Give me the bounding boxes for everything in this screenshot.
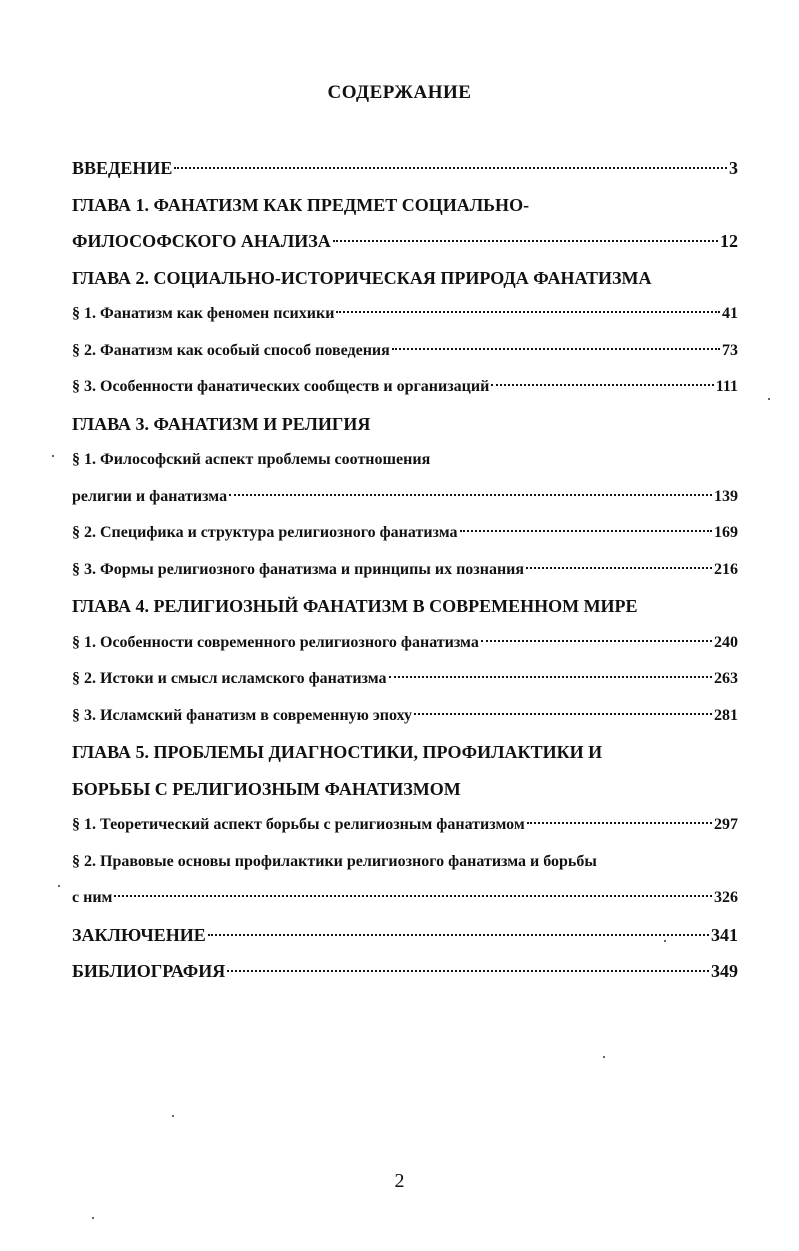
dot-leader: [229, 494, 712, 496]
toc-entry-label: § 3. Особенности фанатических сообществ и организаций: [72, 378, 490, 395]
toc-page-number: 169: [714, 524, 738, 541]
toc-entry-5-2-cont[interactable]: [72, 880, 738, 917]
dot-leader: [208, 934, 709, 936]
toc-page-number: 41: [722, 305, 738, 322]
scan-speck: [664, 940, 666, 942]
toc-entry-label: § 3. Исламский фанатизм в современную эпоху: [72, 706, 413, 724]
dot-leader: [491, 384, 713, 386]
dot-leader: [527, 822, 712, 824]
toc-entry-label: § 1. Теоретический аспект борьбы с религиозным фанатизмом: [72, 816, 525, 833]
toc-entry-label: ГЛАВА 1. ФАНАТИЗМ КАК ПРЕДМЕТ СОЦИАЛЬНО-: [72, 194, 530, 215]
toc-entry-chapter-1-cont[interactable]: [72, 223, 738, 260]
toc-entry-chapter-5-cont[interactable]: [72, 771, 738, 808]
toc-page-number: 263: [714, 670, 738, 687]
toc-entry-label: § 2. Специфика и структура религиозного фанатизма: [72, 524, 458, 541]
toc-entry-chapter-1[interactable]: [72, 187, 738, 224]
dot-leader: [227, 970, 709, 972]
toc-entry-4-3[interactable]: [72, 698, 738, 735]
toc-page-number: 3: [729, 158, 738, 178]
toc-page-number: 73: [722, 341, 738, 359]
dot-leader: [414, 713, 712, 715]
page-title: СОДЕРЖАНИЕ: [327, 82, 472, 103]
toc-entry-label: БИБЛИОГРАФИЯ: [72, 961, 226, 981]
dot-leader: [114, 895, 712, 897]
toc-page-number: 12: [720, 231, 738, 251]
toc-entry-chapter-3[interactable]: [72, 406, 738, 443]
dot-leader: [336, 311, 720, 313]
toc-page-number: 297: [714, 816, 738, 833]
toc-page-number: 216: [714, 560, 738, 578]
dot-leader: [174, 167, 727, 169]
toc-entry-bibliography[interactable]: [72, 953, 738, 990]
scan-speck: [603, 1056, 605, 1058]
toc-entry-chapter-4[interactable]: [72, 588, 738, 625]
toc-entry-4-2[interactable]: [72, 661, 738, 698]
toc-page-number: 111: [715, 378, 738, 395]
toc-page-number: 341: [711, 924, 738, 945]
dot-leader: [460, 530, 712, 532]
scan-speck: [52, 455, 54, 457]
toc-entry-label: ЗАКЛЮЧЕНИЕ: [72, 924, 206, 945]
dot-leader: [333, 240, 718, 242]
toc-page-number: 326: [714, 889, 738, 906]
toc-entry-label: § 1. Фанатизм как феномен психики: [72, 305, 335, 322]
scan-speck: [58, 885, 60, 887]
toc-page-number: 349: [711, 961, 738, 981]
toc-page-number: 240: [714, 633, 738, 651]
table-of-contents: [72, 150, 738, 990]
toc-entry-5-2[interactable]: [72, 844, 738, 881]
toc-entry-label: религии и фанатизма: [72, 487, 228, 505]
toc-entry-conclusion[interactable]: [72, 917, 738, 954]
dot-leader: [526, 567, 712, 569]
toc-entry-label: § 2. Фанатизм как особый способ поведения: [72, 341, 390, 359]
toc-entry-3-2[interactable]: [72, 515, 738, 552]
toc-entry-3-3[interactable]: [72, 552, 738, 589]
toc-entry-label: ФИЛОСОФСКОГО АНАЛИЗА: [72, 231, 331, 251]
dot-leader: [389, 676, 712, 678]
toc-entry-label: § 1. Философский аспект проблемы соотношения: [72, 451, 431, 468]
toc-entry-introduction[interactable]: [72, 150, 738, 187]
toc-entry-label: ГЛАВА 5. ПРОБЛЕМЫ ДИАГНОСТИКИ, ПРОФИЛАКТИКИ И: [72, 742, 603, 762]
toc-page-number: 139: [714, 487, 738, 505]
toc-entry-3-1[interactable]: [72, 442, 738, 479]
toc-entry-5-1[interactable]: [72, 807, 738, 844]
scan-speck: [92, 1217, 94, 1219]
dot-leader: [481, 640, 712, 642]
toc-entry-label: с ним: [72, 889, 113, 906]
toc-entry-label: БОРЬБЫ С РЕЛИГИОЗНЫМ ФАНАТИЗМОМ: [72, 778, 461, 799]
toc-entry-3-1-cont[interactable]: [72, 479, 738, 516]
scan-speck: [172, 1115, 174, 1117]
toc-entry-label: ГЛАВА 4. РЕЛИГИОЗНЫЙ ФАНАТИЗМ В СОВРЕМЕННОМ МИРЕ: [72, 596, 638, 616]
toc-entry-chapter-2[interactable]: [72, 260, 738, 297]
toc-entry-chapter-5[interactable]: [72, 734, 738, 771]
toc-page-number: 281: [714, 706, 738, 724]
toc-entry-label: § 3. Формы религиозного фанатизма и принципы их познания: [72, 560, 525, 578]
toc-entry-4-1[interactable]: [72, 625, 738, 662]
toc-entry-label: § 2. Правовые основы профилактики религиозного фанатизма и борьбы: [72, 852, 597, 870]
toc-entry-label: ВВЕДЕНИЕ: [72, 158, 173, 178]
page-number: 2: [394, 1170, 405, 1192]
toc-entry-2-2[interactable]: [72, 333, 738, 370]
scan-speck: [768, 398, 770, 400]
toc-entry-label: § 1. Особенности современного религиозного фанатизма: [72, 633, 479, 651]
toc-entry-2-1[interactable]: [72, 296, 738, 333]
toc-entry-label: § 2. Истоки и смысл исламского фанатизма: [72, 670, 387, 687]
toc-entry-2-3[interactable]: [72, 369, 738, 406]
toc-entry-label: ГЛАВА 2. СОЦИАЛЬНО-ИСТОРИЧЕСКАЯ ПРИРОДА ФАНАТИЗМА: [72, 267, 652, 288]
toc-entry-label: ГЛАВА 3. ФАНАТИЗМ И РЕЛИГИЯ: [72, 413, 371, 434]
dot-leader: [392, 348, 720, 350]
